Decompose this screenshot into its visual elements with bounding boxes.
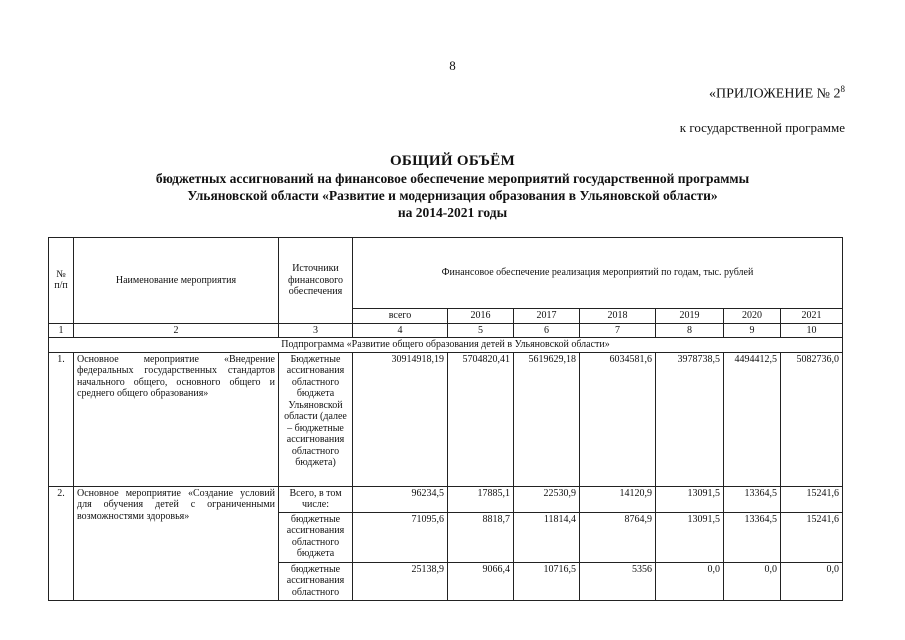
header-year: 2020 — [724, 309, 781, 324]
column-number: 7 — [580, 323, 656, 338]
value-2019: 13091,5 — [656, 512, 724, 562]
appendix-superscript: 8 — [840, 84, 845, 94]
header-source: Источники финансового обеспечения — [279, 238, 353, 324]
value-2019: 0,0 — [656, 562, 724, 600]
value-2016: 5704820,41 — [448, 352, 514, 486]
row-number: 2. — [49, 486, 74, 600]
column-number: 1 — [49, 323, 74, 338]
header-funding: Финансовое обеспечение реализация мероприятий по годам, тыс. рублей — [353, 238, 843, 309]
subprogram-row — [49, 338, 843, 353]
value-total: 71095,6 — [353, 512, 448, 562]
table-row — [49, 486, 843, 512]
document-title-line-2: Ульяновской области «Развитие и модернизация образования в Ульяновской области» — [187, 188, 718, 203]
column-number-row — [49, 323, 843, 338]
value-2018: 14120,9 — [580, 486, 656, 512]
budget-table — [48, 237, 843, 601]
value-2019: 3978738,5 — [656, 352, 724, 486]
header-num: № п/п — [49, 238, 74, 324]
appendix-title — [600, 84, 845, 103]
page-number: 8 — [449, 58, 456, 73]
column-number: 4 — [353, 323, 448, 338]
header-total: всего — [353, 309, 448, 324]
column-number: 6 — [514, 323, 580, 338]
value-2021: 15241,6 — [781, 486, 843, 512]
header-year: 2016 — [448, 309, 514, 324]
column-number: 8 — [656, 323, 724, 338]
value-2021: 0,0 — [781, 562, 843, 600]
appendix-title-text: «ПРИЛОЖЕНИЕ № 2 — [709, 86, 841, 102]
value-2020: 4494412,5 — [724, 352, 781, 486]
column-number: 5 — [448, 323, 514, 338]
value-2018: 5356 — [580, 562, 656, 600]
value-2021: 5082736,0 — [781, 352, 843, 486]
value-2018: 6034581,6 — [580, 352, 656, 486]
header-name: Наименование мероприятия — [74, 238, 279, 324]
value-2017: 10716,5 — [514, 562, 580, 600]
column-number: 2 — [74, 323, 279, 338]
value-total: 30914918,19 — [353, 352, 448, 486]
subprogram-title: Подпрограмма «Развитие общего образования детей в Ульяновской области» — [49, 338, 843, 353]
value-2016: 8818,7 — [448, 512, 514, 562]
document-title-line-3: на 2014-2021 годы — [397, 205, 508, 220]
value-2019: 13091,5 — [656, 486, 724, 512]
value-2017: 22530,9 — [514, 486, 580, 512]
activity-name: Основное мероприятие «Создание условий для обучения детей с ограниченными возможностями здоровья» — [74, 486, 279, 600]
row-number: 1. — [49, 352, 74, 486]
value-2020: 0,0 — [724, 562, 781, 600]
value-2016: 9066,4 — [448, 562, 514, 600]
header-year: 2018 — [580, 309, 656, 324]
column-number: 9 — [724, 323, 781, 338]
column-number: 10 — [781, 323, 843, 338]
appendix-subtitle: к государственной программе — [679, 120, 845, 135]
value-2020: 13364,5 — [724, 486, 781, 512]
table-row — [49, 352, 843, 486]
document-title-line-1: бюджетных ассигнований на финансовое обеспечение мероприятий государственной программы — [155, 171, 750, 186]
column-number: 3 — [279, 323, 353, 338]
document-title: ОБЩИЙ ОБЪЁМ — [389, 153, 516, 169]
value-2017: 11814,4 — [514, 512, 580, 562]
funding-source: Всего, в том числе: — [279, 486, 353, 512]
value-total: 25138,9 — [353, 562, 448, 600]
value-total: 96234,5 — [353, 486, 448, 512]
value-2018: 8764,9 — [580, 512, 656, 562]
header-year: 2017 — [514, 309, 580, 324]
header-year: 2021 — [781, 309, 843, 324]
funding-source: бюджетные ассигнования областного бюджета — [279, 512, 353, 562]
value-2021: 15241,6 — [781, 512, 843, 562]
value-2016: 17885,1 — [448, 486, 514, 512]
funding-source: бюджетные ассигнования областного — [279, 562, 353, 600]
activity-name: Основное мероприятие «Внедрение федеральных государственных стандартов начального общего, основного общего и среднего общего образования» — [74, 352, 279, 486]
value-2017: 5619629,18 — [514, 352, 580, 486]
value-2020: 13364,5 — [724, 512, 781, 562]
header-row — [49, 238, 843, 309]
header-year: 2019 — [656, 309, 724, 324]
funding-source: Бюджетные ассигнования областного бюджета Ульяновской области (далее – бюджетные ассигнования областного бюджета) — [279, 352, 353, 486]
